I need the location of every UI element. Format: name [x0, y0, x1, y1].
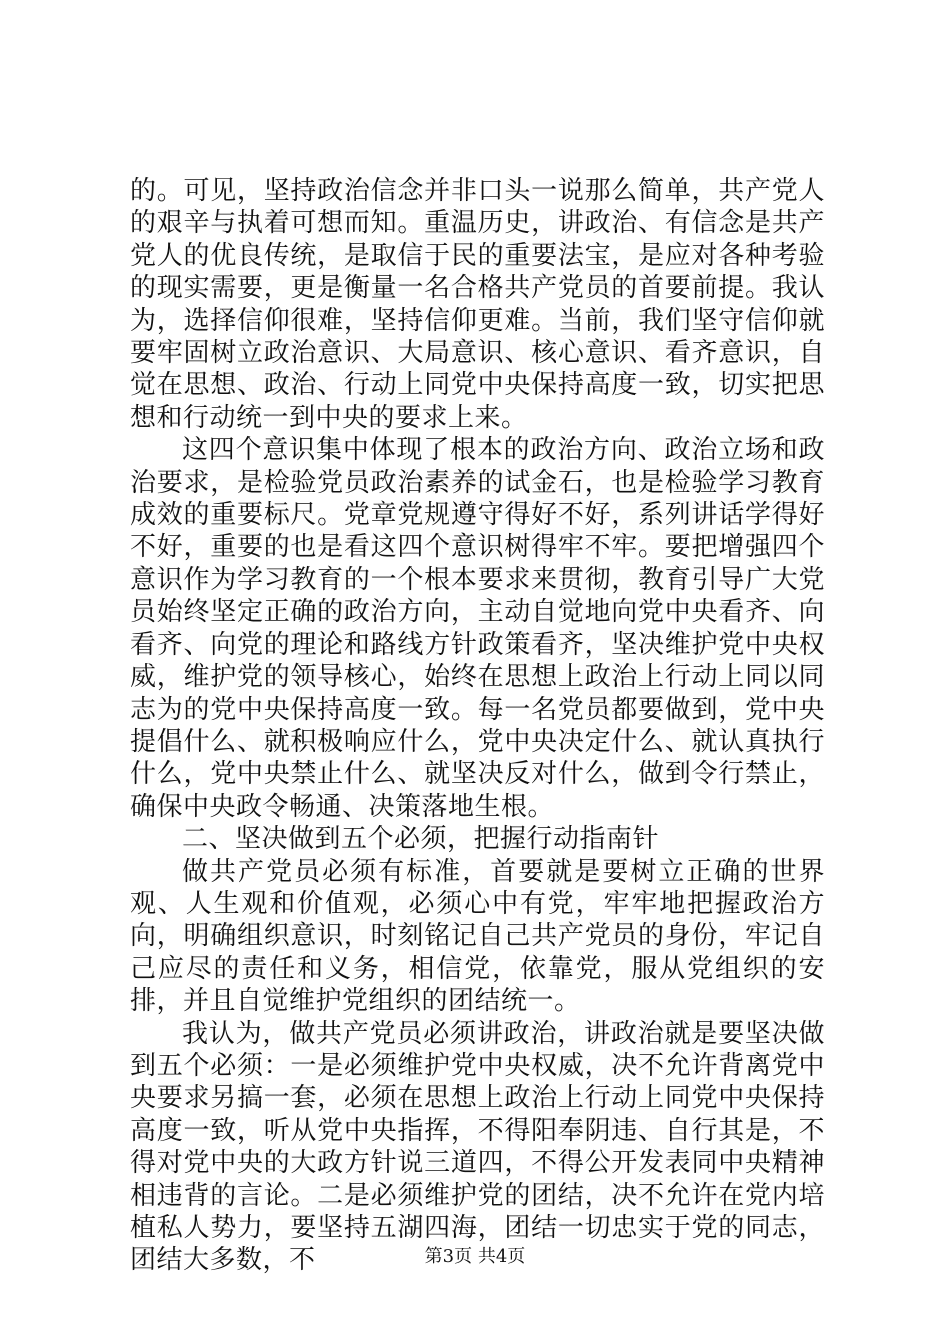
paragraph-continuation: 的。可见，坚持政治信念并非口头一说那么简单，共产党人的艰辛与执着可想而知。重温历史，讲政治、有信念是共产党人的优良传统，是取信于民的重要法宝，是应对各种考验的现实需要，更是衡量一名合格共产党员的首要前提。我认为，选择信仰很难，坚持信仰更难。当前，我们坚守信仰就要牢固树立政治意识、大局意识、核心意识、看齐意识，自觉在思想、政治、行动上同党中央保持高度一致，切实把思想和行动统一到中央的要求上来。	[130, 176, 825, 433]
section-heading: 二、坚决做到五个必须，把握行动指南针	[182, 824, 660, 855]
paragraph-party-member-standard: 做共产党员必须有标准，首要就是要树立正确的世界观、人生观和价值观，必须心中有党，牢牢地把握政治方向，明确组织意识，时刻铭记自己共产党员的身份，牢记自己应尽的责任和义务，相信党，依靠党，服从党组织的安排，并且自觉维护党组织的团结统一。	[130, 856, 825, 1017]
paragraph-five-musts: 我认为，做共产党员必须讲政治，讲政治就是要坚决做到五个必须：一是必须维护党中央权威，决不允许背离党中央要求另搞一套，必须在思想上政治上行动上同党中央保持高度一致，听从党中央指挥，不得阳奉阴违、自行其是，不得对党中央的大政方针说三道四，不得公开发表同中央精神相违背的言论。二是必须维护党的团结，决不允许在党内培植私人势力，要坚持五湖四海，团结一切忠实于党的同志，团结大多数，不	[130, 1018, 825, 1276]
page-number-footer: 第3页 共4页	[424, 1246, 526, 1267]
paragraph-four-consciousness: 这四个意识集中体现了根本的政治方向、政治立场和政治要求，是检验党员政治素养的试金石，也是检验学习教育成效的重要标尺。党章党规遵守得好不好，系列讲话学得好不好，重要的也是看这四个意识树得牢不牢。要把增强四个意识作为学习教育的一个根本要求来贯彻，教育引导广大党员始终坚定正确的政治方向，主动自觉地向党中央看齐、向看齐、向党的理论和路线方针政策看齐，坚决维护党中央权威，维护党的领导核心，始终在思想上政治上行动上同以同志为的党中央保持高度一致。每一名党员都要做到，党中央提倡什么、就积极响应什么，党中央决定什么、就认真执行什么，党中央禁止什么、就坚决反对什么，做到令行禁止，确保中央政令畅通、决策落地生根。	[130, 435, 825, 822]
document-body	[130, 175, 825, 1277]
